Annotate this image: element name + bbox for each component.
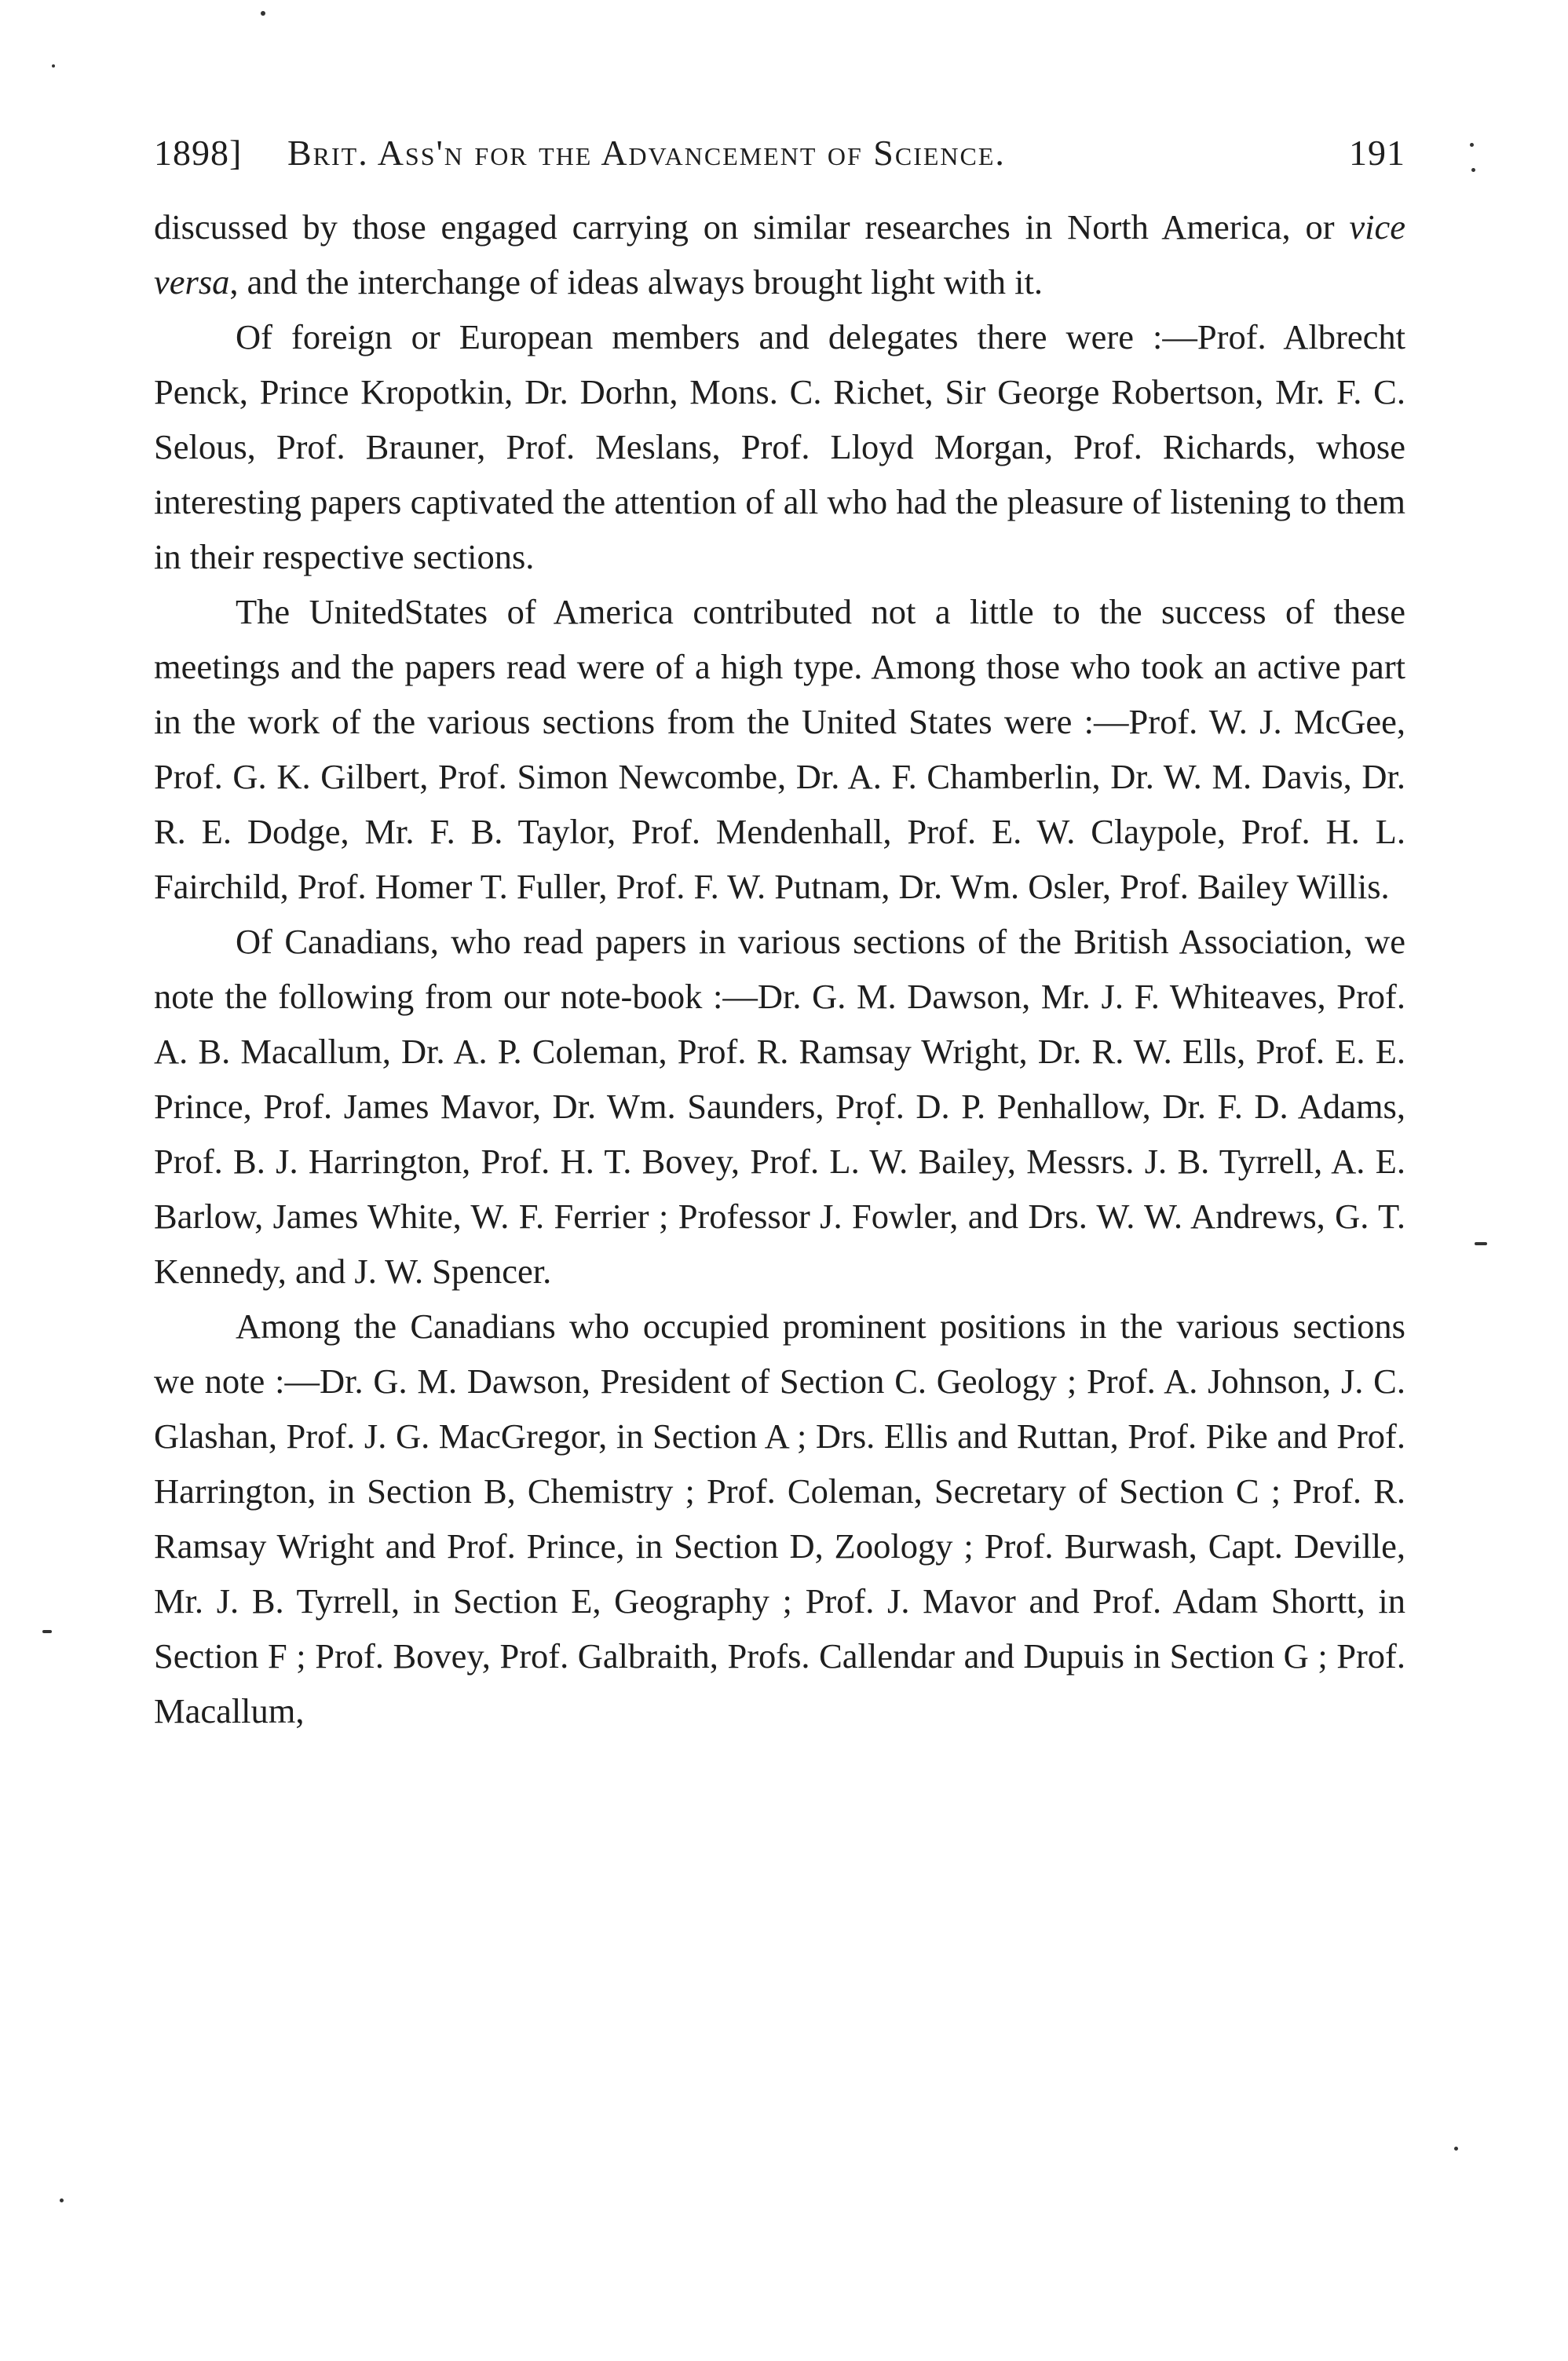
paragraph-2: Of foreign or European members and delegates there were :—Prof. Albrecht Penck, Prince Kropotkin, Dr. Dorhn, Mons. C. Richet, Sir George Robertson, Mr. F. C. Selous, Prof. Brauner, Prof. Meslans, Prof. Lloyd Morgan, Prof. Richards, whose interesting papers captivated the attention of all who had the pleasure of listening to them in their respective sections. [154,317,1405,576]
scan-speck [60,2198,64,2202]
paragraph-3: The UnitedStates of America contributed not a little to the success of these meetings and the papers read were of a high type. Among those who took an active part in the work of the various sections from the United States were :—Prof. W. J. McGee, Prof. G. K. Gilbert, Prof. Simon Newcombe, Dr. A. F. Chamberlin, Dr. W. M. Davis, Dr. R. E. Dodge, Mr. F. B. Taylor, Prof. Mendenhall, Prof. E. W. Claypole, Prof. H. L. Fairchild, Prof. Homer T. Fuller, Prof. F. W. Putnam, Dr. Wm. Osler, Prof. Bailey Willis. [154,592,1405,906]
paragraph-5: Among the Canadians who occupied prominent positions in the various sections we note :—Dr. G. M. Dawson, President of Section C. Geology ; Prof. A. Johnson, J. C. Glashan, Prof. J. G. MacGregor, in Section A ; Drs. Ellis and Ruttan, Prof. Pike and Prof. Harrington, in Section B, Chemistry ; Prof. Coleman, Secretary of Section C ; Prof. R. Ramsay Wright and Prof. Prince, in Section D, Zoology ; Prof. Burwash, Capt. Deville, Mr. J. B. Tyrrell, in Section E, Geography ; Prof. J. Mavor and Prof. Adam Shortt, in Section F ; Prof. Bovey, Prof. Galbraith, Profs. Callendar and Dupuis in Section G ; Prof. Macallum, [154,1307,1405,1731]
header-title: Brit. Ass'n for the Advancement of Science. [287,133,1006,173]
running-head [154,126,1405,181]
italic-phrase: vice versa [154,207,1405,302]
scan-speck [1475,1242,1487,1245]
paragraph-1: discussed by those engaged carrying on similar researches in North America, or vice versa, and the interchange of ideas always brought light with it. [154,207,1405,302]
scan-speck [261,11,265,16]
header-year: 1898] [154,133,243,173]
scan-speck [1471,168,1475,172]
scan-speck [1454,2147,1458,2151]
scan-speck [52,64,55,68]
body-text [154,199,1405,1738]
page-number: 191 [1349,133,1405,173]
scan-speck [1470,143,1474,147]
book-page [154,126,1405,1738]
paragraph-4: Of Canadians, who read papers in various sections of the British Association, we note the following from our note-book :—Dr. G. M. Dawson, Mr. J. F. Whiteaves, Prof. A. B. Macallum, Dr. A. P. Coleman, Prof. R. Ramsay Wright, Dr. R. W. Ells, Prof. E. E. Prince, Prof. James Mavor, Dr. Wm. Saunders, Prof. D. P. Penhallow, Dr. F. D. Adams, Prof. B. J. Harrington, Prof. H. T. Bovey, Prof. L. W. Bailey, Messrs. J. B. Tyrrell, A. E. Barlow, James White, W. F. Ferrier ; Professor J. Fowler, and Drs. W. W. Andrews, G. T. Kennedy, and J. W. Spencer. [154,922,1405,1291]
scan-speck [42,1630,52,1633]
